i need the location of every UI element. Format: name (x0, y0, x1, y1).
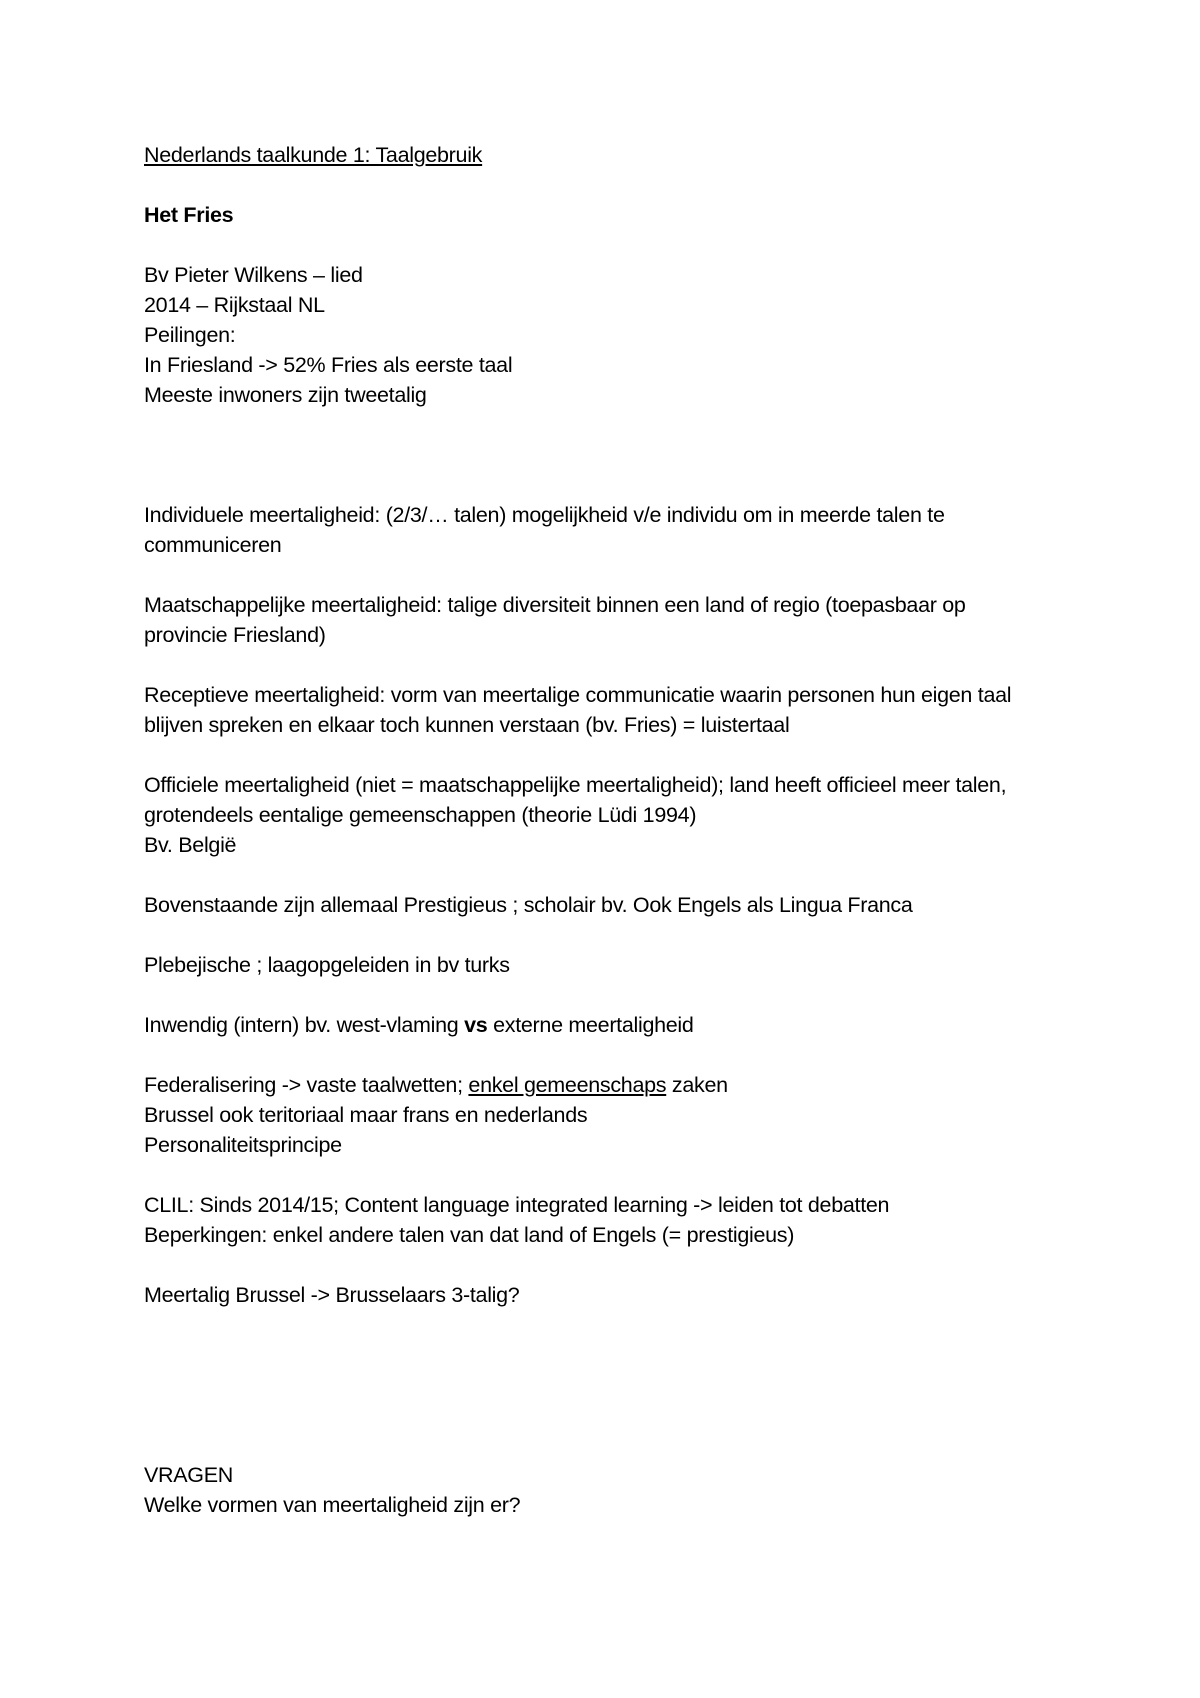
inwendig-vs: vs (464, 1013, 488, 1037)
federalisering-line (144, 1070, 1044, 1100)
questions-heading: VRAGEN (144, 1463, 233, 1487)
intro-line: Peilingen: (144, 323, 236, 347)
intro-line: In Friesland -> 52% Fries als eerste taal (144, 353, 513, 377)
section-heading: Het Fries (144, 203, 234, 227)
intro-line: Meeste inwoners zijn tweetalig (144, 383, 427, 407)
definition-officiele: Officiele meertaligheid (niet = maatschappelijke meertaligheid); land heeft officieel meer talen, grotendeels eentalige gemeenschappen (theorie Lüdi 1994) (144, 773, 1007, 827)
federalisering-text-after: zaken (666, 1073, 728, 1097)
clil-line: Beperkingen: enkel andere talen van dat land of Engels (= prestigieus) (144, 1223, 795, 1247)
question-item: Welke vormen van meertaligheid zijn er? (144, 1493, 521, 1517)
definition-officiele-example: Bv. België (144, 833, 237, 857)
inwendig-text-before: Inwendig (intern) bv. west-vlaming (144, 1013, 465, 1037)
inwendig-text-after: externe meertaligheid (487, 1013, 694, 1037)
definition-receptieve: Receptieve meertaligheid: vorm van meertalige communicatie waarin personen hun eigen taal blijven spreken en elkaar toch kunnen verstaan (bv. Fries) = luistertaal (144, 683, 1012, 737)
meertalig-brussel-line: Meertalig Brussel -> Brusselaars 3-talig? (144, 1283, 520, 1307)
brussel-line: Brussel ook teritoriaal maar frans en nederlands (144, 1103, 588, 1127)
intro-line: Bv Pieter Wilkens – lied (144, 263, 363, 287)
clil-line: CLIL: Sinds 2014/15; Content language integrated learning -> leiden tot debatten (144, 1193, 890, 1217)
plebeian-line: Plebejische ; laagopgeleiden in bv turks (144, 953, 510, 977)
federalisering-text-before: Federalisering -> vaste taalwetten; (144, 1073, 469, 1097)
definition-individuele: Individuele meertaligheid: (2/3/… talen) mogelijkheid v/e individu om in meerde talen te communiceren (144, 503, 945, 557)
inwendig-line (144, 1010, 1044, 1040)
brussel-line: Personaliteitsprincipe (144, 1133, 342, 1157)
document-page (144, 140, 1044, 1520)
prestige-line: Bovenstaande zijn allemaal Prestigieus ; scholair bv. Ook Engels als Lingua Franca (144, 893, 913, 917)
federalisering-underlined: enkel gemeenschaps (468, 1073, 667, 1097)
intro-line: 2014 – Rijkstaal NL (144, 293, 325, 317)
document-title: Nederlands taalkunde 1: Taalgebruik (144, 143, 483, 167)
definition-maatschappelijke: Maatschappelijke meertaligheid: talige diversiteit binnen een land of regio (toepasbaar op provincie Friesland) (144, 593, 966, 647)
